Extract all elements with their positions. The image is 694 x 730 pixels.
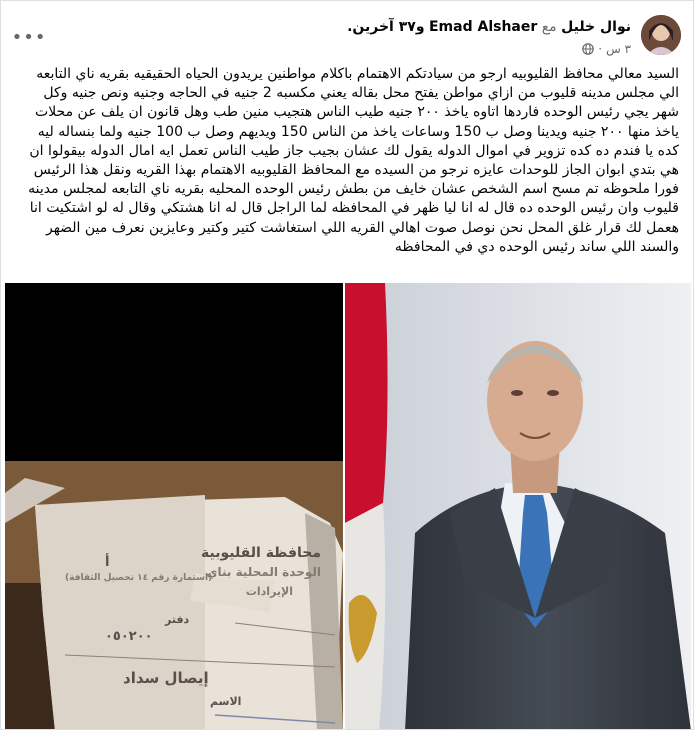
tagged-others[interactable]: و٣٧ آخرين. [347, 19, 425, 35]
official-portrait-image [345, 283, 691, 730]
receipt-serial: ٠٥٠٢٠٠ [105, 629, 153, 644]
post-time[interactable]: ٣ س [606, 42, 631, 56]
receipt-photo[interactable] [5, 283, 343, 730]
receipt-unit: الوحدة المحلية بناي [206, 565, 321, 579]
post-meta [582, 42, 631, 56]
receipt-governorate: محافظة القليوبية [201, 545, 321, 561]
post-author-line [347, 19, 631, 35]
tagged-user[interactable]: Emad Alshaer [428, 19, 538, 35]
receipt-form: (استمارة رقم ١٤ تحصيل الثقافة) [65, 573, 213, 583]
globe-icon[interactable] [582, 43, 594, 55]
author-avatar[interactable] [641, 15, 681, 55]
receipt-letter: أ [105, 555, 110, 570]
receipt-image [5, 283, 343, 730]
with-label: مع [541, 19, 557, 35]
receipt-revenues: الإيرادات [245, 585, 293, 598]
avatar-image [641, 15, 681, 55]
official-photo[interactable] [345, 283, 691, 730]
meta-dot: · [598, 42, 603, 56]
receipt-title: إيصال سداد [123, 669, 209, 687]
receipt-book: دفتر [165, 613, 190, 626]
more-options-button[interactable]: ••• [11, 26, 47, 48]
post-text: السيد معالي محافظ القليوبيه ارجو من سيادتكم الاهتمام باكلام مواطنين يريدون الحياه الحقيقيه بقريه ناي التابعه الي مجلس مدينه قليوب من ازاي مواطن يفتح محل بقاله يعني مكسبه 2 جنيه في الحاجه وجنيه ونص جنيه وكل شهر يجي رئيس الوحده فاردها اتاوه ياخذ ٢٠٠ جنيه طيب الناس هتجيب منين طب وهل قانون ان يلف عن محلات ياخذ منها ٢٠٠ جنيه ويدينا وصل ب 150 وساعات ياخذ من الناس 150 ويديهم وصل ب 100 جنيه ولما بنساله ليه كده يا فندم ده كده تزوير في اموال الدوله يقول لك عشان بجيب جاز طيب الناس تعمل ايه امال الدوله بيقولوا ان هي بتدي ابوان الجاز للوحدات عايزه نرجو من السيده مع المحافظ القليوبيه الاهتمام بهذا القريه ونقل هذا الرئيس فورا ملحوظه تم مسح اسم الشخص عشان خايف من بطش رئيس الوحده المحليه بقريه ناي التابعه لمجلس مدينه قليوب وان رئيس الوحده ده قال له انا ليا ظهر في المحافظه لما الراجل قال له انا هشتكي وقال له لو اشتكيت انا هعمل لك قرار غلق المحل نحن نوصل صوت اهالي القريه اللي استغاشت كتير وكتير وعايزين نعرف مين الضهر والسند اللي ساند رئيس الوحده دي في المحافظه [28, 66, 679, 255]
receipt-name-label: الاسم [210, 695, 242, 708]
author-name[interactable]: نوال خليل [561, 19, 631, 35]
